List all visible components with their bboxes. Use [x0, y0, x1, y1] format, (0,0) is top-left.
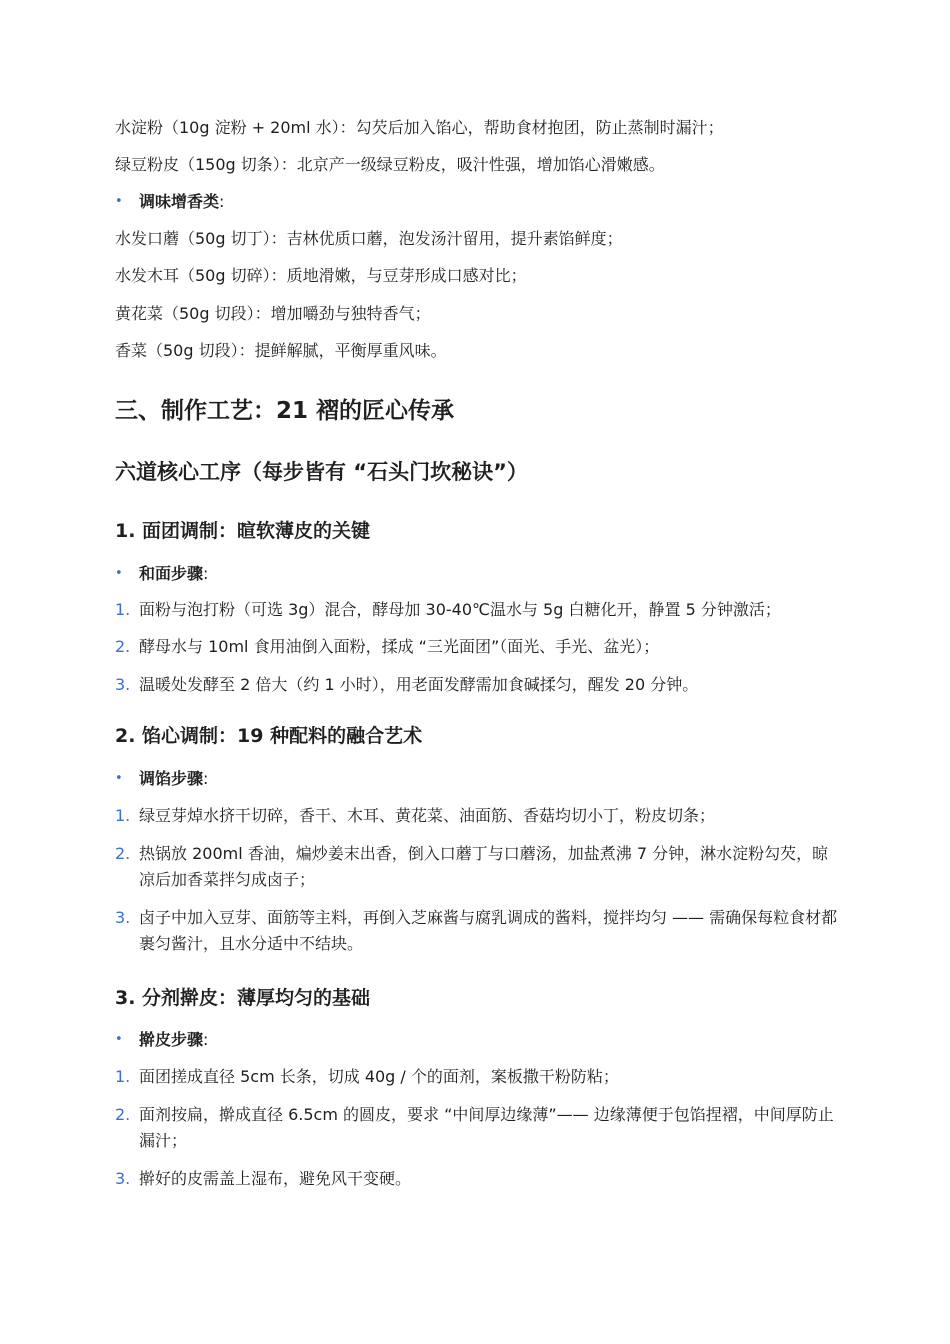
- step-heading-rolling: 3. 分剂擀皮：薄厚均匀的基础: [115, 987, 371, 1009]
- bullet-dot-icon: •: [115, 194, 123, 209]
- bullet-label: 调馅步骤: [139, 769, 204, 788]
- bullet-colon: :: [203, 564, 209, 583]
- list-text: 面剂按扁，擀成直径 6.5cm 的圆皮，要求 “中间厚边缘薄”—— 边缘薄便于包馅捏褶，中间厚防止漏汁；: [139, 1105, 834, 1150]
- paragraph-water-starch: 水淀粉（10g 淀粉 + 20ml 水）：勾芡后加入馅心，帮助食材抱团，防止蒸制时漏汁；: [115, 118, 724, 137]
- paragraph-wood-ear: 水发木耳（50g 切碎）：质地滑嫩，与豆芽形成口感对比；: [115, 266, 527, 285]
- step-heading-dough: 1. 面团调制：暄软薄皮的关键: [115, 520, 371, 542]
- list-number: 1.: [115, 1067, 131, 1086]
- bullet-colon: :: [219, 192, 225, 211]
- list-number: 1.: [115, 806, 131, 825]
- list-number: 2.: [115, 844, 131, 863]
- bullet-label: 和面步骤: [139, 564, 204, 583]
- paragraph-daylily: 黄花菜（50g 切段）：增加嚼劲与独特香气；: [115, 304, 431, 323]
- list-text: 擀好的皮需盖上湿布，避免风干变硬。: [139, 1169, 412, 1188]
- bullet-label: 调味增香类: [139, 192, 220, 211]
- list-number: 3.: [115, 675, 131, 694]
- list-number: 3.: [115, 908, 131, 927]
- bullet-dot-icon: •: [115, 566, 123, 581]
- step-heading-filling: 2. 馅心调制：19 种配料的融合艺术: [115, 725, 423, 747]
- list-text: 绿豆芽焯水挤干切碎，香干、木耳、黄花菜、油面筋、香菇均切小丁，粉皮切条；: [139, 806, 716, 825]
- list-text: 温暖处发酵至 2 倍大（约 1 小时），用老面发酵需加食碱揉匀，醒发 20 分钟。: [139, 675, 699, 694]
- subsection-heading-six-steps: 六道核心工序（每步皆有 “石头门坎秘诀”）: [115, 460, 528, 484]
- list-number: 1.: [115, 600, 131, 619]
- bullet-label: 擀皮步骤: [139, 1030, 204, 1049]
- bullet-colon: :: [203, 1030, 209, 1049]
- list-number: 3.: [115, 1169, 131, 1188]
- list-text: 热锅放 200ml 香油，煸炒姜末出香，倒入口蘑丁与口蘑汤，加盐煮沸 7 分钟，淋水淀粉勾芡，晾凉后加香菜拌匀成卤子；: [139, 844, 829, 889]
- list-text: 面团搓成直径 5cm 长条，切成 40g / 个的面剂，案板撒干粉防粘；: [139, 1067, 619, 1086]
- bullet-colon: :: [203, 769, 209, 788]
- paragraph-coriander: 香菜（50g 切段）：提鲜解腻，平衡厚重风味。: [115, 341, 447, 360]
- list-number: 2.: [115, 1105, 131, 1124]
- bullet-dot-icon: •: [115, 1032, 123, 1047]
- paragraph-mung-bean-sheet: 绿豆粉皮（150g 切条）：北京产一级绿豆粉皮，吸汁性强，增加馅心滑嫩感。: [115, 155, 665, 174]
- list-number: 2.: [115, 637, 131, 656]
- list-text: 酵母水与 10ml 食用油倒入面粉，揉成 “三光面团”（面光、手光、盆光）；: [139, 637, 660, 656]
- section-heading-process: 三、制作工艺：21 褶的匠心传承: [115, 398, 455, 424]
- bullet-dot-icon: •: [115, 771, 123, 786]
- paragraph-mushroom: 水发口蘑（50g 切丁）：吉林优质口蘑，泡发汤汁留用，提升素馅鲜度；: [115, 229, 623, 248]
- list-text: 面粉与泡打粉（可选 3g）混合，酵母加 30-40℃温水与 5g 白糖化开，静置 5 分钟激活；: [139, 600, 781, 619]
- list-text: 卤子中加入豆芽、面筋等主料，再倒入芝麻酱与腐乳调成的酱料，搅拌均匀 —— 需确保每粒食材都裹匀酱汁，且水分适中不结块。: [139, 908, 838, 953]
